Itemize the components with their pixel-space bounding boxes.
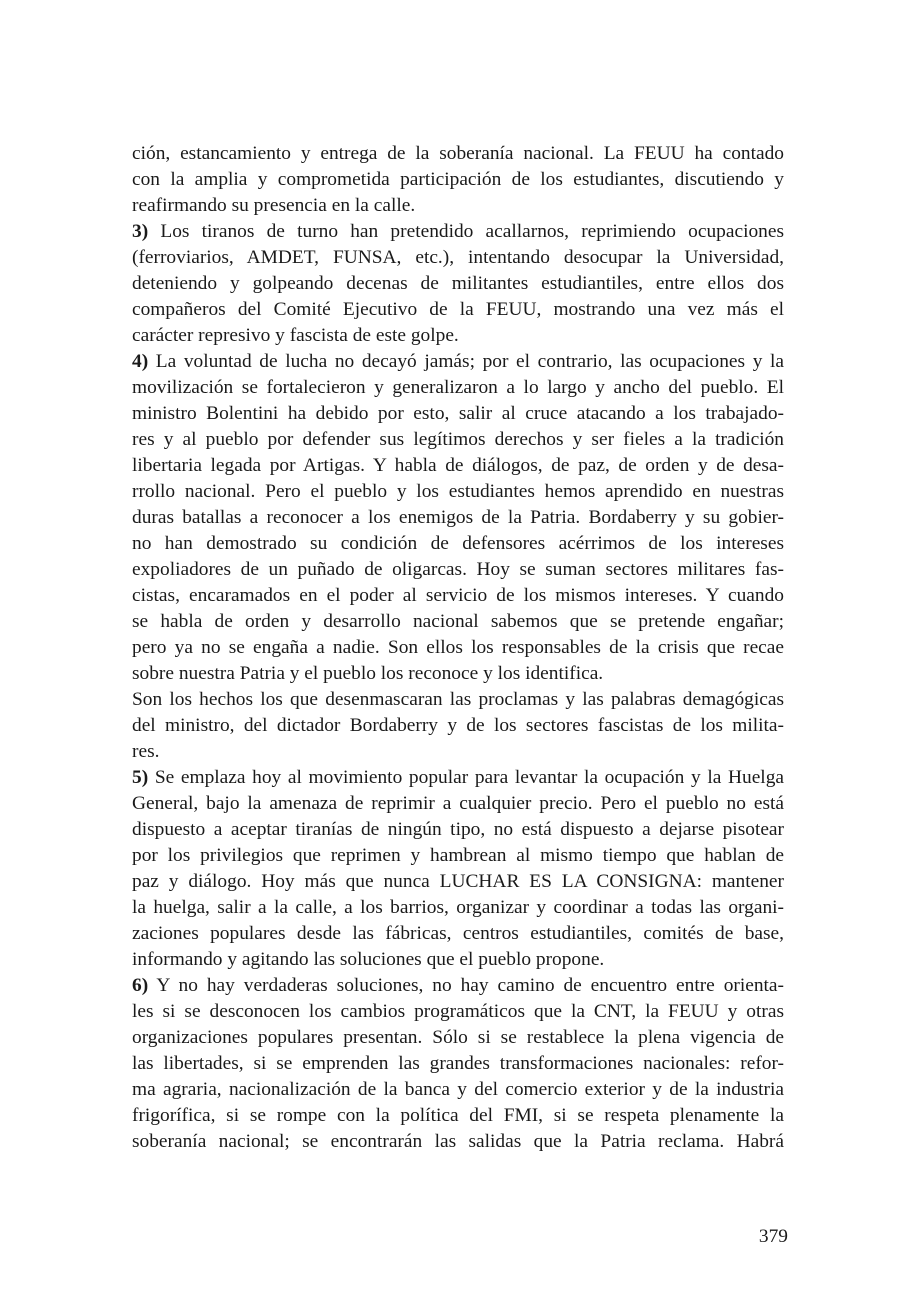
line-text: por los privilegios que reprimen y hambrean al mismo tiempo que hablan de (132, 845, 784, 866)
text-line (132, 219, 784, 245)
line-text: cistas, encaramados en el poder al servicio de los mismos intereses. Y cuando (132, 585, 784, 606)
text-line (132, 505, 784, 531)
line-text: informando y agitando las soluciones que el pueblo propone. (132, 949, 605, 970)
line-text: las libertades, si se emprenden las grandes transformaciones nacionales: refor- (132, 1053, 784, 1074)
line-text: expoliadores de un puñado de oligarcas. Hoy se suman sectores militares fas- (132, 559, 784, 580)
text-line (132, 947, 784, 973)
line-text: ción, estancamiento y entrega de la soberanía nacional. La FEUU ha contado (132, 143, 784, 164)
text-line (132, 765, 784, 791)
text-line (132, 141, 784, 167)
line-text: movilización se fortalecieron y generalizaron a lo largo y ancho del pueblo. El (132, 377, 784, 398)
text-line (132, 921, 784, 947)
line-text: deteniendo y golpeando decenas de militantes estudiantiles, entre ellos dos (132, 273, 784, 294)
line-text: rrollo nacional. Pero el pueblo y los estudiantes hemos aprendido en nuestras (132, 481, 784, 502)
line-text: organizaciones populares presentan. Sólo si se restablece la plena vigencia de (132, 1027, 784, 1048)
line-text: La voluntad de lucha no decayó jamás; por el contrario, las ocupaciones y la (148, 351, 784, 372)
line-text: zaciones populares desde las fábricas, centros estudiantiles, comités de base, (132, 923, 784, 944)
text-line (132, 609, 784, 635)
line-text: res y al pueblo por defender sus legítimos derechos y ser fieles a la tradición (132, 429, 784, 450)
text-line (132, 297, 784, 323)
text-line (132, 583, 784, 609)
item-number: 3) (132, 221, 149, 242)
item-number: 5) (132, 767, 149, 788)
text-line (132, 479, 784, 505)
text-line (132, 453, 784, 479)
line-text: Se emplaza hoy al movimiento popular para levantar la ocupación y la Huelga (148, 767, 784, 788)
line-text: carácter represivo y fascista de este golpe. (132, 325, 459, 346)
line-text: Los tiranos de turno han pretendido acallarnos, reprimiendo ocupaciones (148, 221, 784, 242)
text-line (132, 739, 784, 765)
line-text: (ferroviarios, AMDET, FUNSA, etc.), intentando desocupar la Universidad, (132, 247, 784, 268)
text-line (132, 531, 784, 557)
item-number: 6) (132, 975, 149, 996)
text-line (132, 1129, 784, 1155)
line-text: compañeros del Comité Ejecutivo de la FEUU, mostrando una vez más el (132, 299, 784, 320)
line-text: frigorífica, si se rompe con la política del FMI, si se respeta plenamente la (132, 1105, 784, 1126)
line-text: les si se desconocen los cambios programáticos que la CNT, la FEUU y otras (132, 1001, 784, 1022)
text-line (132, 999, 784, 1025)
line-text: reafirmando su presencia en la calle. (132, 195, 416, 216)
line-text: ma agraria, nacionalización de la banca y del comercio exterior y de la industria (132, 1079, 784, 1100)
line-text: Y no hay verdaderas soluciones, no hay camino de encuentro entre orienta- (148, 975, 784, 996)
text-line (132, 375, 784, 401)
page-number: 379 (758, 1226, 788, 1247)
line-text: res. (132, 741, 160, 762)
line-text: libertaria legada por Artigas. Y habla de diálogos, de paz, de orden y de desa- (132, 455, 784, 476)
text-line (132, 1025, 784, 1051)
text-line (132, 167, 784, 193)
text-line (132, 869, 784, 895)
line-text: con la amplia y comprometida participación de los estudiantes, discutiendo y (132, 169, 784, 190)
line-text: General, bajo la amenaza de reprimir a cualquier precio. Pero el pueblo no está (132, 793, 784, 814)
text-line (132, 713, 784, 739)
text-line (132, 1077, 784, 1103)
text-line (132, 843, 784, 869)
text-line (132, 271, 784, 297)
text-line (132, 245, 784, 271)
line-text: dispuesto a aceptar tiranías de ningún tipo, no está dispuesto a dejarse pisotear (132, 819, 784, 840)
line-text: sobre nuestra Patria y el pueblo los reconoce y los identifica. (132, 663, 604, 684)
line-text: pero ya no se engaña a nadie. Son ellos los responsables de la crisis que recae (132, 637, 784, 658)
text-line (132, 427, 784, 453)
text-line (132, 817, 784, 843)
line-text: del ministro, del dictador Bordaberry y de los sectores fascistas de los milita- (132, 715, 784, 736)
text-line (132, 401, 784, 427)
text-line (132, 973, 784, 999)
item-number: 4) (132, 351, 149, 372)
text-line (132, 349, 784, 375)
text-line (132, 557, 784, 583)
text-line (132, 687, 784, 713)
text-line (132, 635, 784, 661)
text-line (132, 895, 784, 921)
text-line (132, 661, 784, 687)
line-text: no han demostrado su condición de defensores acérrimos de los intereses (132, 533, 784, 554)
line-text: la huelga, salir a la calle, a los barrios, organizar y coordinar a todas las organi- (132, 897, 784, 918)
text-line (132, 193, 784, 219)
text-line (132, 1051, 784, 1077)
text-line (132, 323, 784, 349)
line-text: Son los hechos los que desenmascaran las proclamas y las palabras demagógicas (132, 689, 784, 710)
line-text: ministro Bolentini ha debido por esto, salir al cruce atacando a los trabajado- (132, 403, 784, 424)
line-text: duras batallas a reconocer a los enemigos de la Patria. Bordaberry y su gobier- (132, 507, 784, 528)
line-text: se habla de orden y desarrollo nacional sabemos que se pretende engañar; (132, 611, 784, 632)
text-line (132, 791, 784, 817)
text-line (132, 1103, 784, 1129)
line-text: paz y diálogo. Hoy más que nunca LUCHAR ES LA CONSIGNA: mantener (132, 871, 784, 892)
line-text: soberanía nacional; se encontrarán las salidas que la Patria reclama. Habrá (132, 1131, 784, 1152)
